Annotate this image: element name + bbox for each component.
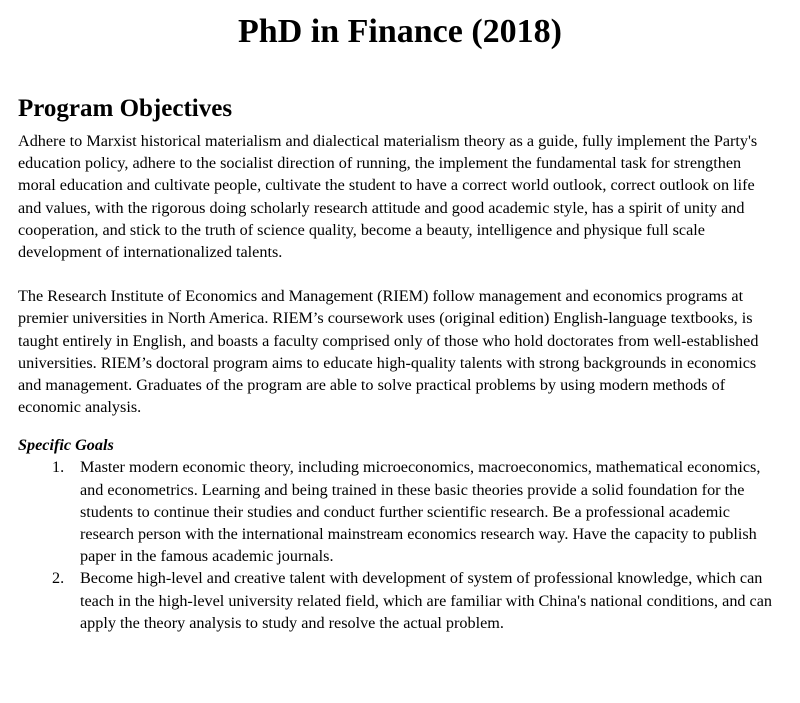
- objectives-paragraph-1: Adhere to Marxist historical materialism and dialectical materialism theory as a guide, fully implement the Party's education policy, adhere to the socialist direction of running, the implement the fundamental task for strengthen moral education and cultivate people, cultivate the student to have a correct world outlook, correct outlook on life and values, with the rigorous doing scholarly research attitude and good academic style, has a spirit of unity and cooperation, and stick to the truth of science quality, become a beauty, intelligence and physique full scale development of internationalized talents.: [18, 132, 758, 262]
- specific-goals-list: [18, 456, 782, 634]
- section-heading-program-objectives: Program Objectives: [18, 95, 233, 122]
- document-title: PhD in Finance (2018): [238, 13, 562, 50]
- goal-number-1: 1.: [52, 458, 65, 477]
- goal-item-2: [18, 567, 782, 634]
- goal-text-1: Master modern economic theory, including microeconomics, macroeconomics, mathematical economics, and econometrics. Learning and being trained in these basic theories provide a solid foundation for the students to continue their studies and conduct further scientific research. Be a professional academic research person with the international mainstream economics research way. Have the capacity to publish paper in the famous academic journals.: [80, 458, 761, 566]
- goal-number-2: 2.: [52, 569, 65, 588]
- objectives-paragraph-2: The Research Institute of Economics and Management (RIEM) follow management and economics programs at premier universities in North America. RIEM’s coursework uses (original edition) English-language textbooks, is taught entirely in English, and boasts a faculty comprised only of those who hold doctorates from well-established universities. RIEM’s doctoral program aims to educate high-quality talents with strong backgrounds in economics and management. Graduates of the program are able to solve practical problems by using modern methods of economic analysis.: [18, 287, 759, 417]
- specific-goals-heading: Specific Goals: [18, 436, 114, 455]
- goal-item-1: [18, 456, 782, 567]
- goal-text-2: Become high-level and creative talent with development of system of professional knowledge, which can teach in the high-level university related field, which are familiar with China's national conditions, and can apply the theory analysis to study and resolve the actual problem.: [80, 569, 773, 632]
